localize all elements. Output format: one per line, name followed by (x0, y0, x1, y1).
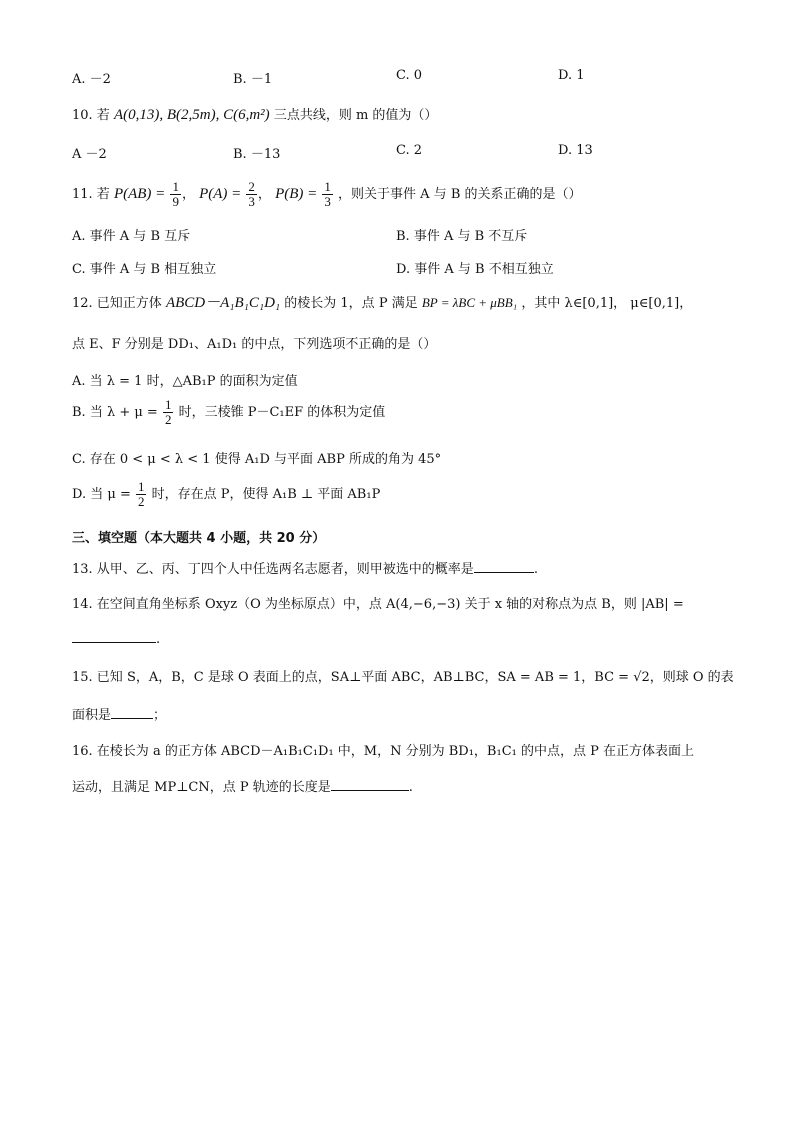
frac-num: 1 (137, 479, 145, 494)
q12-option-d-prefix: D. 当 μ = (72, 487, 131, 502)
q11-prefix: 11. 若 (72, 187, 110, 202)
q11-suffix: ，则关于事件 A 与 B 的关系正确的是（） (338, 187, 582, 202)
q11-frac-num: 1 (172, 179, 179, 194)
q11-option-d: D. 事件 A 与 B 不相互独立 (396, 262, 554, 277)
q12-cube: ABCD－A₁B₁C₁D₁ (165, 295, 281, 311)
q12-option-b-frac (163, 398, 174, 427)
q10-option-d: D. 13 (558, 143, 593, 158)
answer-blank (331, 778, 409, 791)
q10-prefix: 10. 若 (72, 108, 110, 123)
q12-option-b-suffix: 时，三棱锥 P－C₁EF 的体积为定值 (178, 405, 386, 420)
q13-end: . (533, 562, 538, 577)
q10-option-c: C. 2 (396, 143, 423, 158)
q12-suffix: ，其中 λ∈[0,1]， μ∈[0,1]， (521, 296, 693, 311)
q12-option-b-prefix: B. 当 λ + μ = (72, 405, 158, 420)
frac-num: 1 (164, 397, 172, 412)
question-13 (72, 558, 538, 577)
q12-line-2: 点 E、F 分别是 DD₁、A₁D₁ 的中点，下列选项不正确的是（） (72, 337, 437, 352)
q11-frac-1-9 (170, 180, 181, 209)
q16-end: . (408, 780, 413, 795)
q9-option-d: D. 1 (558, 68, 585, 83)
q11-p-b: P(B) = (275, 186, 318, 202)
answer-blank (474, 560, 534, 573)
q9-option-b: B. －1 (233, 72, 273, 87)
q11-frac-2-3 (246, 180, 257, 209)
q14-end: . (156, 632, 161, 647)
question-14: 14. 在空间直角坐标系 Oxyz（O 为坐标原点）中，点 A(4,−6,−3) 关于 x 轴的对称点为点 B，则 |AB| = (72, 597, 684, 612)
q11-frac-1-3 (322, 180, 333, 209)
question-16: 16. 在棱长为 a 的正方体 ABCD－A₁B₁C₁D₁ 中，M，N 分别为 BD₁，B₁C₁ 的中点，点 P 在正方体表面上 (72, 744, 695, 759)
question-12 (72, 291, 692, 312)
q9-option-a: A. －2 (72, 72, 111, 87)
q12-option-a: A. 当 λ = 1 时，△AB₁P 的面积为定值 (72, 374, 298, 389)
q11-frac-den: 9 (172, 194, 179, 209)
question-11: 11. 若 P(AB) = $\frac{1}{9}$ ， P(A) = $\frac{2}{3}$ ， P(B) = $\frac{1}{3}$ ，则关于事件 A 与 B 的关系正确的是（） (72, 179, 582, 209)
q11-option-a: A. 事件 A 与 B 互斥 (72, 229, 191, 244)
answer-blank (111, 706, 153, 719)
q15-line2-text: 面积是 (72, 708, 112, 723)
q12-option-b (72, 398, 385, 427)
q9-option-c: C. 0 (396, 68, 423, 83)
q11-frac-num: 1 (324, 179, 331, 194)
q10-option-b: B. －13 (233, 147, 281, 162)
q12-option-d-suffix: 时，存在点 P，使得 A₁B ⊥ 平面 AB₁P (151, 487, 381, 502)
question-10 (72, 104, 437, 124)
q14-answer-line (72, 630, 160, 647)
q12-option-c: C. 存在 0 < μ < λ < 1 使得 A₁D 与平面 ABP 所成的角为 45° (72, 452, 442, 467)
answer-blank (72, 630, 156, 643)
frac-den: 2 (164, 412, 172, 427)
q11-frac-num: 2 (248, 179, 255, 194)
q13-text: 13. 从甲、乙、丙、丁四个人中任选两名志愿者，则甲被选中的概率是 (72, 562, 474, 577)
q16-line2-text: 运动，且满足 MP⊥CN，点 P 轨迹的长度是 (72, 780, 331, 795)
q12-option-d (72, 480, 380, 509)
question-15: 15. 已知 S，A，B，C 是球 O 表面上的点，SA⊥平面 ABC，AB⊥BC，SA = AB = 1，BC = √2，则球 O 的表 (72, 670, 734, 685)
q10-suffix: 三点共线，则 m 的值为（） (273, 108, 438, 123)
q11-option-b: B. 事件 A 与 B 不互斥 (396, 229, 528, 244)
q11-option-c: C. 事件 A 与 B 相互独立 (72, 262, 217, 277)
q10-points: A(0,13), B(2,5m), C(6,m²) (113, 107, 270, 123)
q12-prefix: 12. 已知正方体 (72, 296, 162, 311)
frac-den: 2 (137, 494, 145, 509)
q15-end: ； (153, 708, 167, 723)
q12-option-d-frac (136, 480, 147, 509)
q12-vector-equation: BP = λBC + μBB₁ (421, 295, 518, 310)
q10-option-a: A －2 (72, 147, 107, 162)
q12-mid: 的棱长为 1，点 P 满足 (284, 296, 418, 311)
q11-p-ab: P(AB) = (113, 186, 166, 202)
q15-line-2 (72, 704, 166, 723)
q11-frac-den: 3 (248, 194, 255, 209)
section-heading: 三、填空题（本大题共 4 小题，共 20 分） (72, 531, 326, 546)
q16-line-2 (72, 776, 413, 795)
q11-p-abar: P(A) = (199, 186, 242, 202)
q11-frac-den: 3 (324, 194, 331, 209)
